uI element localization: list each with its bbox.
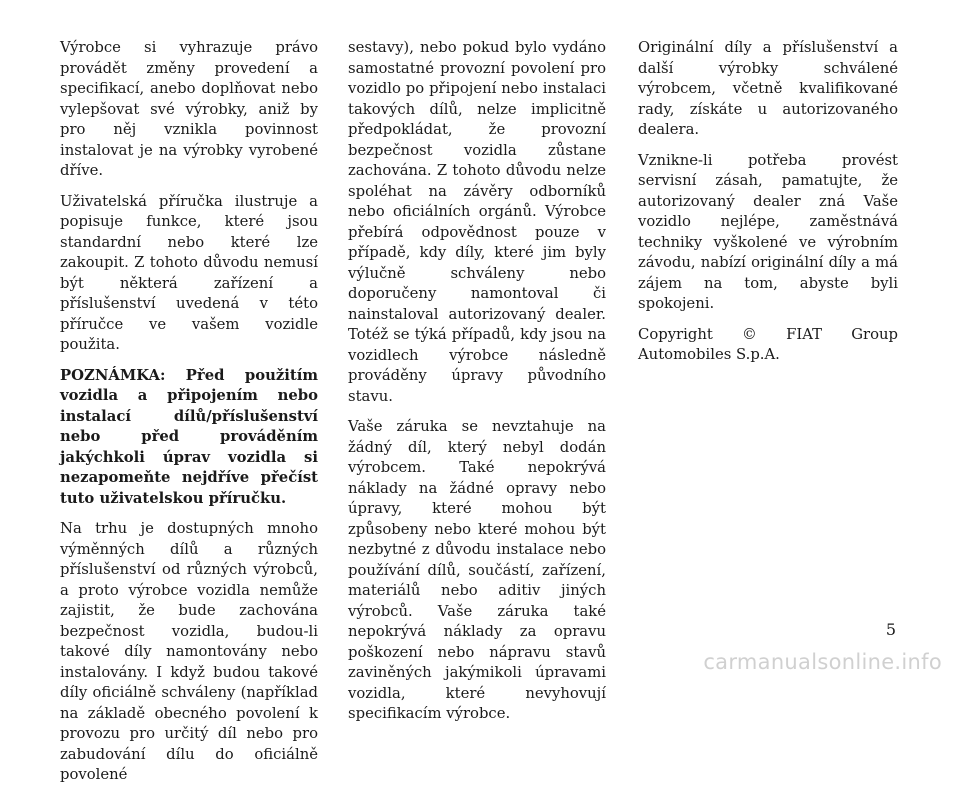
paragraph-genuine-parts: Originální díly a příslušenství a další výrobky schválené výrobcem, včetně kvalifikované rady, získáte u autorizovaného dealera.: [638, 39, 898, 138]
paragraph-approval: sestavy), nebo pokud bylo vydáno samostatné provozní povolení pro vozidlo po připojení nebo instalaci takových dílů, nelze implicitně předpokládat, že provozní bezpečnost vozidla zůstane zachována. Z tohoto důvodu nelze spoléhat na závěry odborníků nebo oficiálních orgánů. Výrobce přebírá odpovědnost pouze v případě, kdy díly, které jim byly výlučně schváleny nebo doporučeny namontoval či nainstaloval autorizovaný dealer. Totéž se týká případů, kdy jsou na vozidlech výrobce následně prováděny úpravy původního stavu.: [348, 39, 606, 405]
text-column-3: [638, 38, 898, 376]
paragraph-aftermarket-parts: Na trhu je dostupných mnoho výměnných dílů a různých příslušenství od různých výrobců, a proto výrobce vozidla nemůže zajistit, že bude zachována bezpečnost vozidla, budou-li takové díly namontovány nebo instalovány. I když budou takové díly oficiálně schváleny (například na základě obecného povolení k provozu pro určitý díl nebo pro zabudování dílu do oficiálně povolené: [60, 520, 318, 783]
watermark: carmanualsonline.info: [703, 650, 942, 674]
paragraph-warranty: Vaše záruka se nevztahuje na žádný díl, který nebyl dodán výrobcem. Také nepokrývá náklady na žádné opravy nebo úpravy, které mohou být způsobeny nebo které mohou být nezbytné z důvodu instalace nebo používání dílů, součástí, zařízení, materiálů nebo aditiv jiných výrobců. Vaše záruka také nepokrývá náklady za opravu poškození nebo nápravu stavů zaviněných jakýmikoli úpravami vozidla, které nevyhovují specifikacím výrobce.: [348, 418, 606, 722]
page-number: 5: [885, 620, 896, 639]
paragraph-note: POZNÁMKA: Před použitím vozidla a připojením nebo instalací dílů/příslušenství nebo před prováděním jakýchkoli úprav vozidla si nezapomeňte nejdříve přečíst tuto uživatelskou příručku.: [60, 366, 318, 507]
text-column-1: [60, 38, 318, 796]
paragraph-design-changes: Výrobce si vyhrazuje právo provádět změny provedení a specifikací, anebo doplňovat nebo vylepšovat své výrobky, aniž by pro něj vznikla povinnost instalovat je na výrobky vyrobené dříve.: [60, 39, 318, 179]
paragraph-manual-scope: Uživatelská příručka ilustruje a popisuje funkce, které jsou standardní nebo které lze zakoupit. Z tohoto důvodu nemusí být některá zařízení a příslušenství uvedená v této příručce ve vašem vozidle použita.: [60, 192, 318, 353]
paragraph-copyright: Copyright © FIAT Group Automobiles S.p.A.: [638, 325, 898, 363]
text-column-2: [348, 38, 606, 735]
paragraph-service: Vznikne-li potřeba provést servisní zásah, pamatujte, že autorizovaný dealer zná Vaše vozidlo nejlépe, zaměstnává techniky vyškolené ve výrobním závodu, nabízí originální díly a má zájem na tom, abyste byli spokojeni.: [638, 151, 898, 312]
